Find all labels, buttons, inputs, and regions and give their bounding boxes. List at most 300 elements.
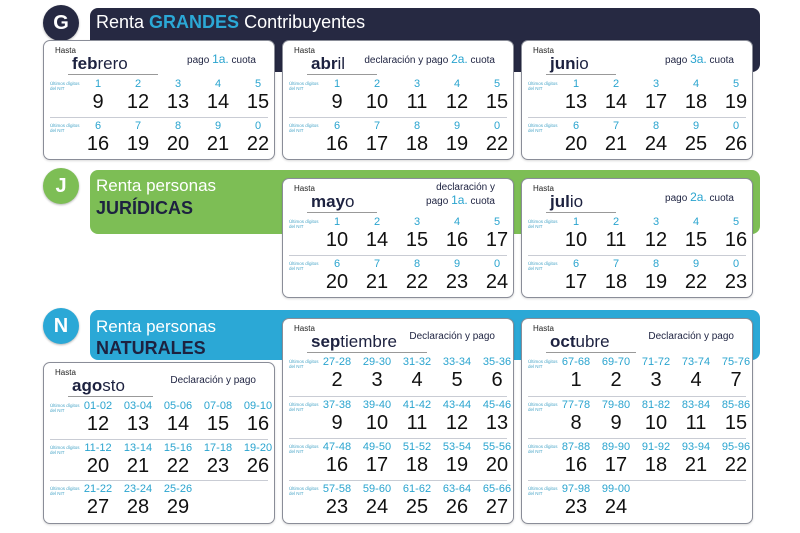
juridicas-title: Renta personas JURÍDICAS bbox=[96, 176, 217, 218]
nit-digits: 29-30 bbox=[362, 356, 392, 368]
nit-digits: 2 bbox=[373, 78, 381, 90]
date-row bbox=[289, 396, 512, 437]
due-day: 24 bbox=[604, 496, 628, 518]
date-cell bbox=[477, 356, 517, 391]
date-cell bbox=[78, 120, 118, 155]
due-day: 16 bbox=[325, 454, 349, 476]
due-day: 26 bbox=[724, 133, 748, 155]
due-day: 11 bbox=[605, 229, 627, 251]
due-day: 18 bbox=[405, 133, 429, 155]
nit-digits: 8 bbox=[174, 120, 182, 132]
date-cell bbox=[238, 400, 278, 435]
date-row bbox=[289, 480, 512, 521]
date-cell bbox=[158, 120, 198, 155]
due-day: 28 bbox=[126, 496, 150, 518]
date-cell bbox=[397, 441, 437, 476]
date-cell bbox=[676, 258, 716, 293]
date-cell bbox=[636, 120, 676, 155]
due-day: 17 bbox=[365, 454, 389, 476]
date-cell bbox=[118, 442, 158, 477]
naturales-badge: N bbox=[43, 308, 79, 344]
nit-digits-label: Últimos dígitos del NIT bbox=[528, 402, 558, 412]
due-day: 13 bbox=[564, 91, 588, 113]
date-cell bbox=[676, 399, 716, 434]
date-cell bbox=[437, 441, 477, 476]
month-name: mayo bbox=[311, 192, 355, 211]
calendar-card-abril bbox=[282, 40, 514, 160]
nit-digits: 5 bbox=[493, 78, 501, 90]
date-cell bbox=[477, 216, 517, 251]
date-cell bbox=[118, 78, 158, 113]
nit-digits: 05-06 bbox=[163, 400, 193, 412]
due-day: 9 bbox=[610, 412, 622, 434]
nit-digits: 6 bbox=[333, 120, 341, 132]
date-row bbox=[50, 117, 268, 158]
date-row bbox=[289, 76, 507, 116]
nit-digits: 87-88 bbox=[561, 441, 591, 453]
due-day: 26 bbox=[246, 455, 270, 477]
nit-digits: 9 bbox=[453, 120, 461, 132]
nit-digits: 7 bbox=[373, 120, 381, 132]
payment-note: pago 3a. cuota bbox=[665, 52, 734, 66]
nit-digits: 9 bbox=[692, 120, 700, 132]
due-day: 23 bbox=[445, 271, 469, 293]
nit-digits: 77-78 bbox=[561, 399, 591, 411]
nit-digits: 15-16 bbox=[163, 442, 193, 454]
due-day: 14 bbox=[166, 413, 190, 435]
nit-digits: 95-96 bbox=[721, 441, 751, 453]
nit-digits: 91-92 bbox=[641, 441, 671, 453]
nit-digits-label: Últimos dígitos del NIT bbox=[289, 402, 319, 412]
nit-digits: 25-26 bbox=[163, 483, 193, 495]
month-underline bbox=[546, 212, 616, 213]
nit-digits: 8 bbox=[652, 258, 660, 270]
nit-digits-label: Últimos dígitos del NIT bbox=[528, 359, 558, 369]
due-day: 15 bbox=[724, 412, 748, 434]
date-cell bbox=[317, 399, 357, 434]
nit-digits: 57-58 bbox=[322, 483, 352, 495]
hasta-label: Hasta bbox=[533, 46, 554, 55]
date-row bbox=[289, 438, 512, 479]
due-day: 1 bbox=[570, 369, 582, 391]
nit-digits: 51-52 bbox=[402, 441, 432, 453]
date-cell bbox=[397, 483, 437, 518]
date-cell bbox=[437, 78, 477, 113]
due-day: 21 bbox=[126, 455, 150, 477]
nit-digits: 4 bbox=[453, 78, 461, 90]
due-day: 18 bbox=[644, 454, 668, 476]
date-cell bbox=[397, 356, 437, 391]
date-cell bbox=[357, 216, 397, 251]
date-cell bbox=[596, 216, 636, 251]
due-day: 20 bbox=[485, 454, 509, 476]
date-cell bbox=[716, 399, 756, 434]
date-cell bbox=[238, 442, 278, 477]
nit-digits: 5 bbox=[493, 216, 501, 228]
date-row bbox=[528, 480, 746, 521]
date-cell bbox=[477, 258, 517, 293]
date-row bbox=[528, 117, 746, 158]
payment-note: declaración y pago 1a. cuota bbox=[426, 182, 495, 207]
due-day: 18 bbox=[684, 91, 708, 113]
date-row bbox=[50, 76, 268, 116]
payment-note: pago 1a. cuota bbox=[187, 52, 256, 66]
date-row bbox=[50, 439, 273, 480]
due-day: 6 bbox=[491, 369, 503, 391]
date-row bbox=[289, 354, 512, 394]
nit-digits: 7 bbox=[134, 120, 142, 132]
nit-digits: 0 bbox=[732, 258, 740, 270]
month-name: octubre bbox=[550, 332, 610, 351]
date-cell bbox=[716, 441, 756, 476]
date-cell bbox=[78, 78, 118, 113]
nit-digits: 6 bbox=[333, 258, 341, 270]
date-cell bbox=[317, 216, 357, 251]
due-day: 23 bbox=[724, 271, 748, 293]
date-cell bbox=[556, 356, 596, 391]
nit-digits: 59-60 bbox=[362, 483, 392, 495]
date-cell bbox=[357, 483, 397, 518]
month-underline bbox=[546, 74, 616, 75]
nit-digits: 61-62 bbox=[402, 483, 432, 495]
payment-note: declaración y pago 2a. cuota bbox=[364, 52, 495, 66]
due-day: 19 bbox=[126, 133, 150, 155]
nit-digits: 3 bbox=[413, 216, 421, 228]
date-cell bbox=[397, 399, 437, 434]
date-cell bbox=[357, 399, 397, 434]
nit-digits-label: Últimos dígitos del NIT bbox=[289, 261, 319, 271]
hasta-label: Hasta bbox=[533, 324, 554, 333]
payment-note: pago 2a. cuota bbox=[665, 190, 734, 204]
due-day: 15 bbox=[684, 229, 708, 251]
calendar-card-junio bbox=[521, 40, 753, 160]
due-day: 17 bbox=[485, 229, 509, 251]
date-cell bbox=[556, 120, 596, 155]
nit-digits: 3 bbox=[413, 78, 421, 90]
nit-digits: 4 bbox=[692, 78, 700, 90]
date-cell bbox=[78, 442, 118, 477]
nit-digits: 53-54 bbox=[442, 441, 472, 453]
nit-digits: 65-66 bbox=[482, 483, 512, 495]
date-cell bbox=[636, 258, 676, 293]
due-day: 16 bbox=[564, 454, 588, 476]
date-cell bbox=[477, 399, 517, 434]
due-day: 20 bbox=[564, 133, 588, 155]
date-cell bbox=[596, 356, 636, 391]
due-day: 16 bbox=[86, 133, 110, 155]
due-day: 27 bbox=[485, 496, 509, 518]
month-underline bbox=[68, 74, 158, 75]
date-row bbox=[528, 438, 751, 479]
due-day: 20 bbox=[325, 271, 349, 293]
nit-digits: 01-02 bbox=[83, 400, 113, 412]
due-day: 17 bbox=[365, 133, 389, 155]
due-day: 16 bbox=[445, 229, 469, 251]
due-day: 22 bbox=[485, 133, 509, 155]
calendar-card-mayo bbox=[282, 178, 514, 298]
month-underline bbox=[307, 212, 377, 213]
date-row bbox=[289, 117, 507, 158]
nit-digits: 41-42 bbox=[402, 399, 432, 411]
nit-digits: 1 bbox=[572, 216, 580, 228]
due-day: 19 bbox=[445, 133, 469, 155]
due-day: 16 bbox=[325, 133, 349, 155]
due-day: 2 bbox=[610, 369, 622, 391]
date-cell bbox=[357, 356, 397, 391]
due-day: 12 bbox=[445, 91, 469, 113]
nit-digits: 9 bbox=[214, 120, 222, 132]
due-day: 14 bbox=[206, 91, 230, 113]
grandes-title: Renta GRANDES Contribuyentes bbox=[96, 12, 366, 32]
date-row bbox=[528, 396, 751, 437]
due-day: 10 bbox=[365, 91, 389, 113]
date-cell bbox=[317, 441, 357, 476]
nit-digits: 31-32 bbox=[402, 356, 432, 368]
nit-digits: 4 bbox=[453, 216, 461, 228]
date-cell bbox=[158, 400, 198, 435]
due-day: 4 bbox=[690, 369, 702, 391]
due-day: 10 bbox=[564, 229, 588, 251]
date-cell bbox=[78, 400, 118, 435]
month-name: agosto bbox=[72, 376, 125, 395]
nit-digits: 1 bbox=[333, 216, 341, 228]
due-day: 27 bbox=[86, 496, 110, 518]
nit-digits: 71-72 bbox=[641, 356, 671, 368]
due-day: 22 bbox=[684, 271, 708, 293]
date-cell bbox=[716, 120, 756, 155]
nit-digits: 8 bbox=[413, 120, 421, 132]
date-cell bbox=[158, 483, 198, 518]
nit-digits: 1 bbox=[572, 78, 580, 90]
nit-digits: 3 bbox=[652, 78, 660, 90]
month-underline bbox=[307, 74, 377, 75]
nit-digits: 21-22 bbox=[83, 483, 113, 495]
nit-digits: 03-04 bbox=[123, 400, 153, 412]
date-cell bbox=[397, 120, 437, 155]
date-cell bbox=[596, 120, 636, 155]
due-day: 16 bbox=[246, 413, 270, 435]
date-cell bbox=[198, 442, 238, 477]
date-cell bbox=[596, 441, 636, 476]
nit-digits: 79-80 bbox=[601, 399, 631, 411]
due-day: 19 bbox=[445, 454, 469, 476]
hasta-label: Hasta bbox=[294, 184, 315, 193]
due-day: 10 bbox=[325, 229, 349, 251]
calendar-card-agosto bbox=[43, 362, 275, 524]
due-day: 24 bbox=[644, 133, 668, 155]
nit-digits: 73-74 bbox=[681, 356, 711, 368]
date-cell bbox=[437, 356, 477, 391]
due-day: 21 bbox=[604, 133, 628, 155]
due-day: 8 bbox=[570, 412, 582, 434]
nit-digits: 5 bbox=[732, 216, 740, 228]
due-day: 15 bbox=[485, 91, 509, 113]
date-cell bbox=[317, 120, 357, 155]
due-day: 20 bbox=[166, 133, 190, 155]
due-day: 25 bbox=[684, 133, 708, 155]
payment-note: Declaración y pago bbox=[409, 331, 495, 342]
nit-digits-label: Últimos dígitos del NIT bbox=[50, 445, 80, 455]
nit-digits: 11-12 bbox=[84, 442, 112, 454]
date-cell bbox=[118, 483, 158, 518]
date-row bbox=[528, 214, 746, 254]
due-day: 13 bbox=[166, 91, 190, 113]
date-cell bbox=[636, 441, 676, 476]
due-day: 15 bbox=[206, 413, 230, 435]
due-day: 23 bbox=[206, 455, 230, 477]
due-day: 13 bbox=[126, 413, 150, 435]
date-cell bbox=[556, 399, 596, 434]
nit-digits: 45-46 bbox=[482, 399, 512, 411]
due-day: 24 bbox=[365, 496, 389, 518]
date-cell bbox=[437, 216, 477, 251]
due-day: 17 bbox=[644, 91, 668, 113]
date-cell bbox=[437, 399, 477, 434]
nit-digits: 2 bbox=[612, 216, 620, 228]
nit-digits: 0 bbox=[493, 120, 501, 132]
due-day: 9 bbox=[331, 91, 343, 113]
date-cell bbox=[317, 483, 357, 518]
nit-digits: 6 bbox=[94, 120, 102, 132]
date-cell bbox=[477, 483, 517, 518]
nit-digits: 83-84 bbox=[681, 399, 711, 411]
nit-digits: 7 bbox=[612, 258, 620, 270]
nit-digits: 3 bbox=[174, 78, 182, 90]
date-cell bbox=[676, 441, 716, 476]
date-cell bbox=[437, 258, 477, 293]
nit-digits: 63-64 bbox=[442, 483, 472, 495]
nit-digits: 2 bbox=[134, 78, 142, 90]
due-day: 11 bbox=[406, 91, 428, 113]
date-cell bbox=[437, 120, 477, 155]
nit-digits-label: Últimos dígitos del NIT bbox=[528, 123, 558, 133]
date-cell bbox=[158, 78, 198, 113]
nit-digits-label: Últimos dígitos del NIT bbox=[289, 486, 319, 496]
due-day: 15 bbox=[405, 229, 429, 251]
nit-digits: 35-36 bbox=[482, 356, 512, 368]
date-row bbox=[50, 398, 273, 438]
due-day: 24 bbox=[485, 271, 509, 293]
due-day: 19 bbox=[724, 91, 748, 113]
date-cell bbox=[437, 483, 477, 518]
due-day: 3 bbox=[650, 369, 662, 391]
due-day: 18 bbox=[604, 271, 628, 293]
nit-digits-label: Últimos dígitos del NIT bbox=[50, 403, 80, 413]
hasta-label: Hasta bbox=[294, 324, 315, 333]
date-cell bbox=[596, 78, 636, 113]
date-cell bbox=[636, 78, 676, 113]
nit-digits: 07-08 bbox=[203, 400, 233, 412]
naturales-title: Renta personas NATURALES bbox=[96, 317, 217, 358]
date-cell bbox=[556, 441, 596, 476]
nit-digits: 27-28 bbox=[322, 356, 352, 368]
date-cell bbox=[596, 258, 636, 293]
nit-digits: 49-50 bbox=[362, 441, 392, 453]
nit-digits: 97-98 bbox=[561, 483, 591, 495]
nit-digits: 9 bbox=[692, 258, 700, 270]
nit-digits: 81-82 bbox=[641, 399, 671, 411]
due-day: 12 bbox=[126, 91, 150, 113]
due-day: 11 bbox=[406, 412, 428, 434]
due-day: 18 bbox=[405, 454, 429, 476]
due-day: 23 bbox=[564, 496, 588, 518]
date-cell bbox=[676, 356, 716, 391]
month-name: septiembre bbox=[311, 332, 397, 351]
date-cell bbox=[198, 120, 238, 155]
nit-digits: 5 bbox=[732, 78, 740, 90]
hasta-label: Hasta bbox=[294, 46, 315, 55]
date-row bbox=[528, 76, 746, 116]
due-day: 21 bbox=[365, 271, 389, 293]
calendar-card-febrero bbox=[43, 40, 275, 160]
date-cell bbox=[118, 400, 158, 435]
month-underline bbox=[307, 352, 427, 353]
date-cell bbox=[477, 120, 517, 155]
due-day: 17 bbox=[564, 271, 588, 293]
due-day: 20 bbox=[86, 455, 110, 477]
nit-digits: 1 bbox=[94, 78, 102, 90]
due-day: 26 bbox=[445, 496, 469, 518]
date-cell bbox=[357, 120, 397, 155]
nit-digits: 09-10 bbox=[243, 400, 273, 412]
date-cell bbox=[397, 216, 437, 251]
date-cell bbox=[317, 356, 357, 391]
nit-digits: 39-40 bbox=[362, 399, 392, 411]
due-day: 17 bbox=[604, 454, 628, 476]
nit-digits: 43-44 bbox=[442, 399, 472, 411]
due-day: 21 bbox=[206, 133, 230, 155]
nit-digits-label: Últimos dígitos del NIT bbox=[528, 444, 558, 454]
nit-digits-label: Últimos dígitos del NIT bbox=[528, 219, 558, 229]
due-day: 14 bbox=[604, 91, 628, 113]
nit-digits: 8 bbox=[652, 120, 660, 132]
date-cell bbox=[397, 78, 437, 113]
nit-digits: 0 bbox=[254, 120, 262, 132]
due-day: 22 bbox=[166, 455, 190, 477]
nit-digits: 47-48 bbox=[322, 441, 352, 453]
nit-digits: 0 bbox=[493, 258, 501, 270]
due-day: 16 bbox=[724, 229, 748, 251]
due-day: 10 bbox=[644, 412, 668, 434]
calendar-card-septiembre bbox=[282, 318, 514, 524]
due-day: 11 bbox=[685, 412, 707, 434]
nit-digits: 33-34 bbox=[442, 356, 472, 368]
nit-digits: 6 bbox=[572, 120, 580, 132]
date-cell bbox=[556, 483, 596, 518]
nit-digits: 3 bbox=[652, 216, 660, 228]
due-day: 13 bbox=[485, 412, 509, 434]
hasta-label: Hasta bbox=[55, 46, 76, 55]
date-cell bbox=[716, 78, 756, 113]
nit-digits: 93-94 bbox=[681, 441, 711, 453]
date-cell bbox=[556, 258, 596, 293]
due-day: 12 bbox=[445, 412, 469, 434]
date-cell bbox=[198, 78, 238, 113]
due-day: 19 bbox=[644, 271, 668, 293]
due-day: 9 bbox=[331, 412, 343, 434]
nit-digits: 9 bbox=[453, 258, 461, 270]
nit-digits: 17-18 bbox=[203, 442, 233, 454]
date-cell bbox=[636, 216, 676, 251]
date-cell bbox=[357, 441, 397, 476]
due-day: 25 bbox=[405, 496, 429, 518]
date-row bbox=[528, 255, 746, 296]
nit-digits: 69-70 bbox=[601, 356, 631, 368]
date-cell bbox=[676, 78, 716, 113]
date-cell bbox=[636, 399, 676, 434]
nit-digits: 75-76 bbox=[721, 356, 751, 368]
date-row bbox=[289, 255, 507, 296]
